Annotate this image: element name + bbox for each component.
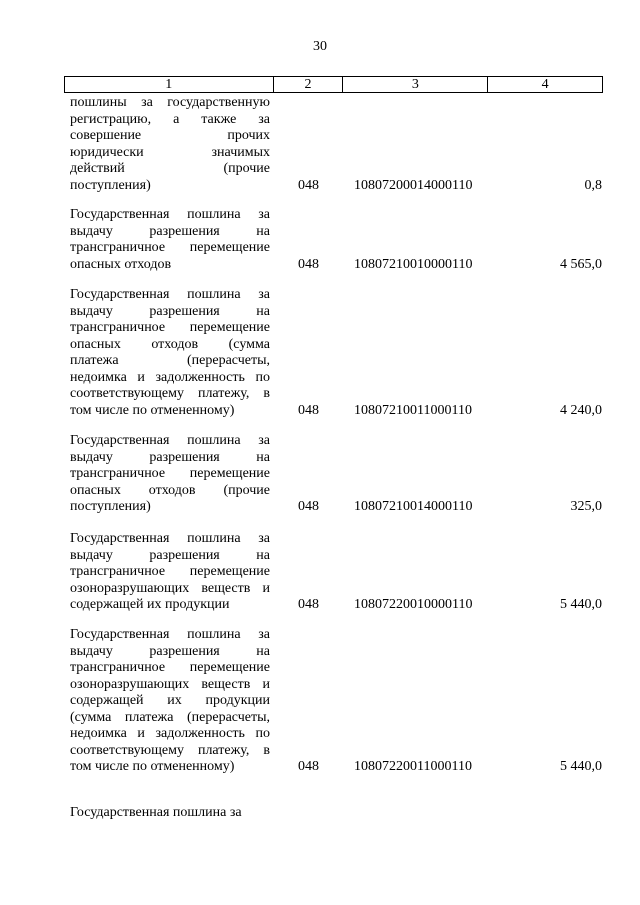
description-line: озоноразрушающих веществ и: [70, 580, 270, 596]
description-line: озоноразрушающих веществ и: [70, 676, 270, 692]
description-line: Государственная пошлина за: [70, 531, 270, 546]
description-line: действий (прочие: [70, 161, 270, 176]
row-amount: 5 440,0: [560, 759, 602, 774]
description-line: трансграничное перемещение: [70, 564, 270, 579]
row-kbk-code: 10807220011000110: [354, 759, 472, 774]
row-description: [70, 95, 270, 194]
description-line: выдачу разрешения на: [70, 643, 270, 659]
description-line: содержащей их продукции: [70, 693, 270, 708]
row-description: [70, 287, 270, 419]
row-code: 048: [298, 256, 319, 272]
description-line: совершение прочих: [70, 128, 270, 143]
description-line: регистрацию, а также за: [70, 111, 270, 127]
description-line: выдачу разрешения на: [70, 547, 270, 563]
description-line: трансграничное перемещение: [70, 240, 270, 255]
row-code: 048: [298, 759, 319, 774]
row-amount: 325,0: [570, 499, 602, 514]
description-line: соответствующему платежу, в: [70, 386, 270, 401]
description-line: платежа (перерасчеты,: [70, 353, 270, 368]
row-code: 048: [298, 402, 319, 418]
row-amount: 5 440,0: [560, 597, 602, 612]
row-amount: 4 565,0: [560, 256, 602, 272]
description-line: юридически значимых: [70, 144, 270, 160]
description-line: поступления): [70, 177, 151, 193]
row-kbk-code: 10807220010000110: [354, 597, 473, 612]
row-code: 048: [298, 597, 319, 612]
row-description: [70, 805, 270, 822]
row-amount: 0,8: [584, 177, 602, 193]
row-description: [70, 531, 270, 614]
header-col-4: 4: [488, 77, 603, 93]
description-line: выдачу разрешения на: [70, 449, 270, 465]
row-description: [70, 207, 270, 273]
description-line: том числе по отмененному): [70, 759, 235, 774]
description-line: выдачу разрешения на: [70, 223, 270, 239]
row-kbk-code: 10807210014000110: [354, 499, 473, 514]
description-line: содержащей их продукции: [70, 597, 230, 612]
row-kbk-code: 10807210011000110: [354, 402, 472, 418]
description-line: недоимка и задолженность по: [70, 726, 270, 741]
description-line: том числе по отмененному): [70, 402, 235, 418]
header-col-3: 3: [343, 77, 488, 93]
description-line: Государственная пошлина за: [70, 207, 270, 222]
description-line: Государственная пошлина за: [70, 627, 270, 642]
header-col-2: 2: [273, 77, 343, 93]
row-description: [70, 627, 270, 776]
description-line: опасных отходов (сумма: [70, 336, 270, 352]
description-line: поступления): [70, 499, 151, 514]
description-line: трансграничное перемещение: [70, 660, 270, 675]
description-line: трансграничное перемещение: [70, 320, 270, 335]
description-line: (сумма платежа (перерасчеты,: [70, 709, 270, 725]
row-kbk-code: 10807210010000110: [354, 256, 473, 272]
row-amount: 4 240,0: [560, 402, 602, 418]
description-line: недоимка и задолженность по: [70, 369, 270, 385]
description-line: выдачу разрешения на: [70, 303, 270, 319]
header-col-1: 1: [65, 77, 274, 93]
row-code: 048: [298, 177, 319, 193]
description-line: соответствующему платежу, в: [70, 742, 270, 758]
description-line: опасных отходов: [70, 256, 172, 272]
description-line: Государственная пошлина за: [70, 287, 270, 302]
row-kbk-code: 10807200014000110: [354, 177, 473, 193]
description-line: пошлины за государственную: [70, 95, 270, 110]
description-line: Государственная пошлина за: [70, 805, 242, 820]
table-header: [64, 76, 603, 93]
description-line: трансграничное перемещение: [70, 466, 270, 481]
description-line: опасных отходов (прочие: [70, 482, 270, 498]
row-description: [70, 433, 270, 516]
row-code: 048: [298, 499, 319, 514]
page-number: 30: [313, 39, 327, 54]
description-line: Государственная пошлина за: [70, 433, 270, 448]
